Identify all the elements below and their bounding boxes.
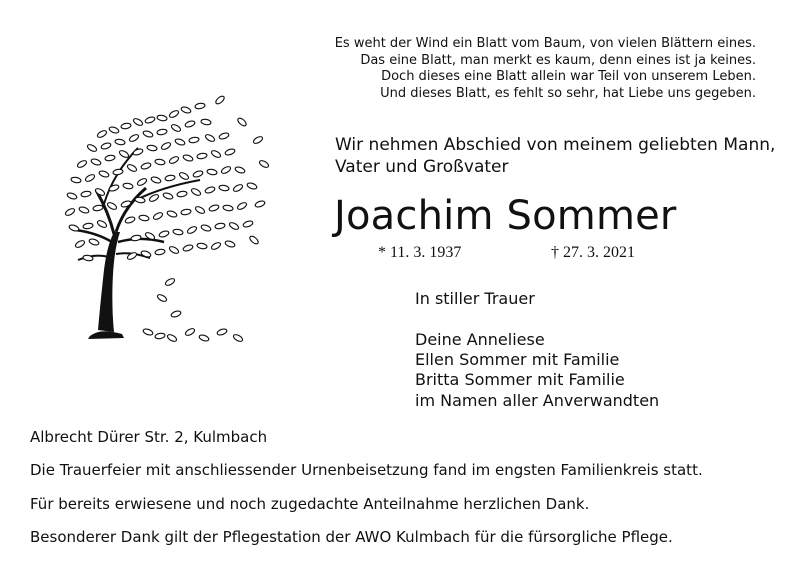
mourners-list [415,330,659,411]
farewell-intro [335,134,775,178]
ceremony-note: Die Trauerfeier mit anschliessender Urnenbeisetzung fand im engsten Familienkreis statt. [30,461,703,479]
tree-with-falling-leaves-icon [52,92,282,362]
poem [236,36,756,102]
mourner-name: im Namen aller Anverwandten [415,390,660,410]
thanks-note: Für bereits erwiesene und noch zugedachte Anteilnahme herzlichen Dank. [30,495,590,513]
address: Albrecht Dürer Str. 2, Kulmbach [30,428,268,446]
mourner-name: Britta Sommer mit Familie [415,370,625,390]
farewell-intro-line: Wir nehmen Abschied von meinem geliebten Mann, [335,135,776,155]
farewell-intro-line: Vater und Großvater [335,157,509,177]
poem-line: Doch dieses eine Blatt allein war Teil von unserem Leben. [381,69,756,85]
mourner-name: Ellen Sommer mit Familie [415,350,620,370]
poem-line: Es weht der Wind ein Blatt vom Baum, von vielen Blättern eines. [334,36,756,51]
birth-date: * 11. 3. 1937 [378,244,462,261]
special-thanks-note: Besonderer Dank gilt der Pflegestation der AWO Kulmbach für die fürsorgliche Pflege. [30,528,673,546]
deceased-name: Joachim Sommer [334,193,677,239]
poem-line: Das eine Blatt, man merkt es kaum, denn eines ist ja keines. [360,52,756,68]
mourning-heading: In stiller Trauer [415,289,535,308]
poem-line: Und dieses Blatt, es fehlt so sehr, hat Liebe uns gegeben. [380,85,756,101]
mourner-name: Deine Anneliese [415,330,545,349]
death-date: † 27. 3. 2021 [551,244,635,261]
